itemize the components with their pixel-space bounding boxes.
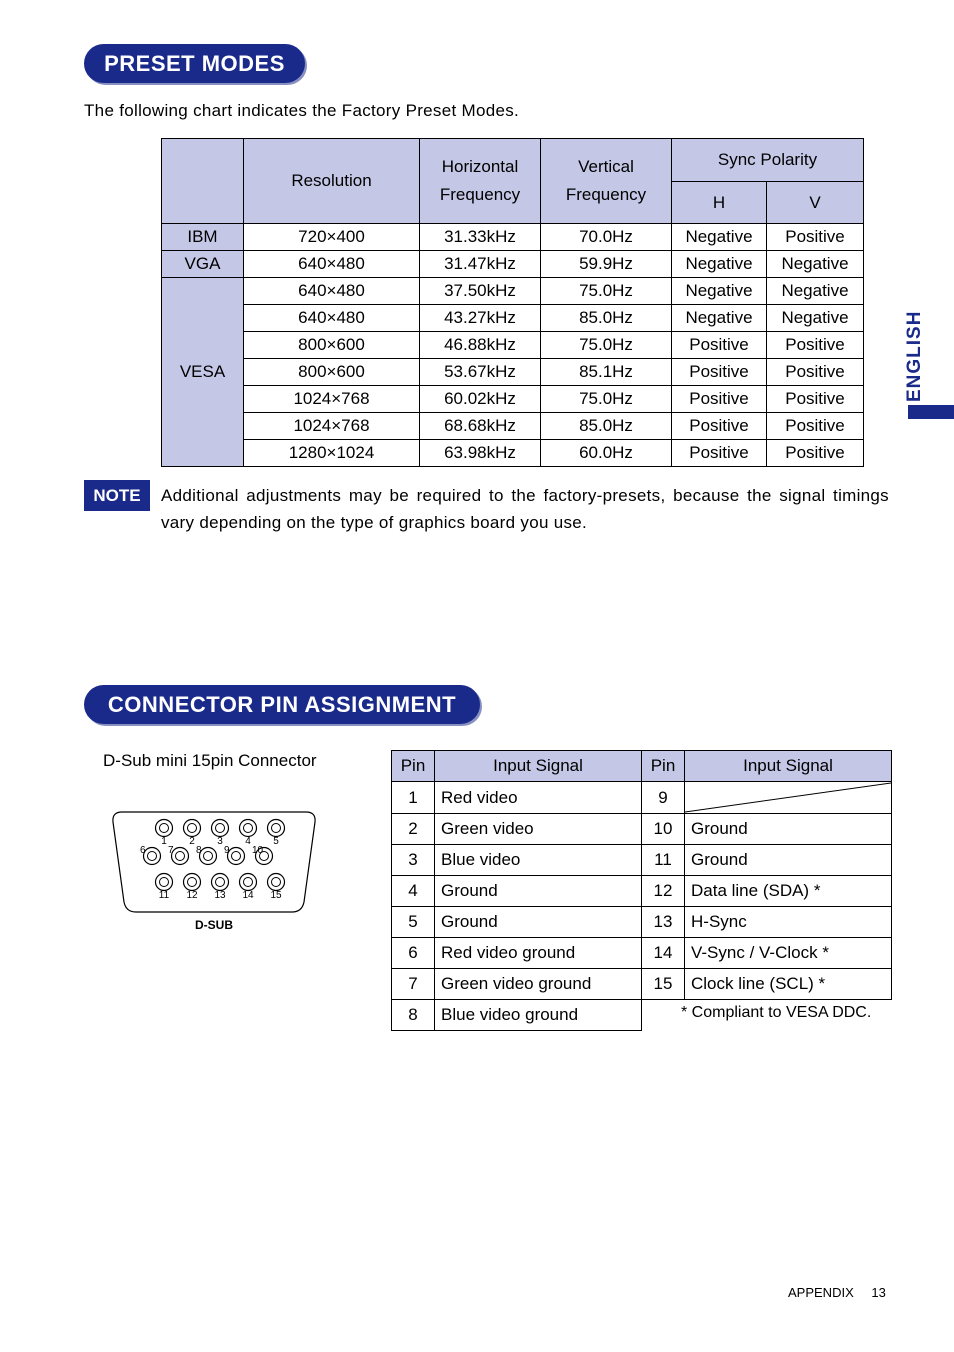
dsub-pin-4: [240, 820, 257, 837]
pin-number: 14: [642, 938, 685, 969]
hfreq-cell: 37.50kHz: [420, 278, 541, 305]
horizontal-header-line2: Frequency: [439, 185, 521, 204]
note-text: Additional adjustments may be required to the factory-presets, because the signal timings vary depending on the type of graphics board you use.: [161, 486, 889, 532]
sync-h-cell: Positive: [672, 440, 767, 467]
resolution-cell: 1280×1024: [244, 440, 420, 467]
dsub-pin-label: 5: [273, 836, 279, 847]
unused-slash: [685, 782, 891, 813]
dsub-caption: D-SUB: [195, 918, 233, 932]
resolution-cell: 1024×768: [244, 386, 420, 413]
pin-signal: Red video: [435, 782, 642, 814]
page-number: 13: [871, 1285, 886, 1300]
resolution-cell: 720×400: [244, 224, 420, 251]
vesa-ddc-footnote: * Compliant to VESA DDC.: [681, 1004, 872, 1021]
vfreq-cell: 75.0Hz: [541, 386, 672, 413]
pin-signal: Green video: [435, 814, 642, 845]
footer-section: APPENDIX: [788, 1285, 854, 1300]
pin-signal: Blue video: [435, 845, 642, 876]
table-row: [392, 876, 892, 907]
sync-v-header: V: [767, 182, 864, 224]
hfreq-cell: 63.98kHz: [420, 440, 541, 467]
dsub-pin-label: 7: [168, 845, 174, 856]
pin-number: 2: [392, 814, 435, 845]
sync-h-cell: Negative: [672, 305, 767, 332]
vfreq-cell: 85.1Hz: [541, 359, 672, 386]
preset-modes-heading: PRESET MODES: [84, 44, 305, 83]
dsub-pin-8: [200, 848, 217, 865]
dsub-pin-1: [156, 820, 173, 837]
sync-v-cell: Negative: [767, 251, 864, 278]
hfreq-cell: 31.33kHz: [420, 224, 541, 251]
dsub-pin-label: 9: [224, 845, 230, 856]
dsub-pin-7: [172, 848, 189, 865]
dsub-pin-label: 10: [252, 845, 264, 856]
pin-number: 6: [392, 938, 435, 969]
pin-signal-unused: [685, 782, 892, 814]
sync-v-cell: Negative: [767, 278, 864, 305]
resolution-cell: 640×480: [244, 251, 420, 278]
pin-number: 1: [392, 782, 435, 814]
hfreq-cell: 60.02kHz: [420, 386, 541, 413]
pin-number: 9: [642, 782, 685, 814]
vfreq-cell: 75.0Hz: [541, 278, 672, 305]
dsub-pin-12: [184, 874, 201, 891]
dsub-pin-3: [212, 820, 229, 837]
pin-number: 3: [392, 845, 435, 876]
table-row: [162, 440, 864, 467]
vfreq-cell: 85.0Hz: [541, 413, 672, 440]
page-footer: [788, 1285, 900, 1300]
hfreq-cell: 68.68kHz: [420, 413, 541, 440]
pin-number: 4: [392, 876, 435, 907]
pin-signal: Ground: [685, 814, 892, 845]
sync-h-cell: Positive: [672, 332, 767, 359]
dsub-pin-label: 1: [161, 836, 167, 847]
sync-h-cell: Positive: [672, 386, 767, 413]
pin-signal: Ground: [435, 907, 642, 938]
sync-v-cell: Positive: [767, 359, 864, 386]
pin-number: 13: [642, 907, 685, 938]
dsub-pin-5: [268, 820, 285, 837]
pin-number: 10: [642, 814, 685, 845]
sync-h-cell: Negative: [672, 278, 767, 305]
connector-pin-assignment-heading: CONNECTOR PIN ASSIGNMENT: [84, 685, 480, 724]
resolution-cell: 640×480: [244, 305, 420, 332]
dsub-pin-label: 3: [217, 836, 223, 847]
vendor-vesa: VESA: [162, 278, 244, 467]
pin-number: 7: [392, 969, 435, 1000]
resolution-cell: 1024×768: [244, 413, 420, 440]
sync-v-cell: Positive: [767, 386, 864, 413]
pin-number: 12: [642, 876, 685, 907]
sync-v-cell: Negative: [767, 305, 864, 332]
dsub-pin-9: [228, 848, 245, 865]
dsub-pin-15: [268, 874, 285, 891]
vfreq-cell: 60.0Hz: [541, 440, 672, 467]
sync-h-cell: Positive: [672, 413, 767, 440]
table-row: [392, 814, 892, 845]
vfreq-cell: 85.0Hz: [541, 305, 672, 332]
table-row: [162, 251, 864, 278]
vertical-frequency-header: [541, 139, 672, 224]
pin-signal: Ground: [685, 845, 892, 876]
table-row: [392, 782, 892, 814]
table-row: [162, 224, 864, 251]
hfreq-cell: 43.27kHz: [420, 305, 541, 332]
language-tab-label: ENGLISH: [904, 310, 925, 402]
vendor-vga: VGA: [162, 251, 244, 278]
resolution-cell: 800×600: [244, 332, 420, 359]
sync-v-cell: Positive: [767, 332, 864, 359]
pin-signal: V-Sync / V-Clock *: [685, 938, 892, 969]
sync-h-cell: Positive: [672, 359, 767, 386]
resolution-cell: 800×600: [244, 359, 420, 386]
resolution-cell: 640×480: [244, 278, 420, 305]
vfreq-cell: 75.0Hz: [541, 332, 672, 359]
table-row: [162, 413, 864, 440]
vfreq-cell: 59.9Hz: [541, 251, 672, 278]
sync-h-header: H: [672, 182, 767, 224]
language-tab-bar: [908, 405, 954, 419]
connector-label: D-Sub mini 15pin Connector: [103, 751, 317, 770]
pin-signal: Clock line (SCL) *: [685, 969, 892, 1000]
vfreq-cell: 70.0Hz: [541, 224, 672, 251]
table-row: [162, 332, 864, 359]
dsub-pin-6: [144, 848, 161, 865]
dsub-pin-label: 6: [140, 845, 146, 856]
table-row: [162, 359, 864, 386]
pin-number: 15: [642, 969, 685, 1000]
table-row: [392, 969, 892, 1000]
table-row: [162, 386, 864, 413]
dsub-pin-label: 11: [158, 890, 170, 901]
pin-number: 5: [392, 907, 435, 938]
pin-signal: Ground: [435, 876, 642, 907]
hfreq-cell: 53.67kHz: [420, 359, 541, 386]
signal-header: Input Signal: [435, 751, 642, 782]
vendor-header-cell: [162, 139, 244, 224]
dsub-pin-label: 2: [189, 836, 195, 847]
pin-header: Pin: [392, 751, 435, 782]
hfreq-cell: 31.47kHz: [420, 251, 541, 278]
dsub-pin-14: [240, 874, 257, 891]
horizontal-frequency-header: [420, 139, 541, 224]
signal-header: Input Signal: [685, 751, 892, 782]
table-row: [392, 907, 892, 938]
dsub-pin-label: 15: [270, 890, 282, 901]
dsub-pin-2: [184, 820, 201, 837]
note-badge: NOTE: [84, 480, 150, 511]
pin-signal: H-Sync: [685, 907, 892, 938]
pin-signal: Green video ground: [435, 969, 642, 1000]
table-row: [162, 305, 864, 332]
dsub-pin-11: [156, 874, 173, 891]
dsub-pin-13: [212, 874, 229, 891]
sync-h-cell: Negative: [672, 224, 767, 251]
pin-assignment-table: [391, 750, 892, 1031]
preset-modes-table: [161, 138, 864, 467]
sync-h-cell: Negative: [672, 251, 767, 278]
pin-signal: Blue video ground: [435, 1000, 642, 1031]
hfreq-cell: 46.88kHz: [420, 332, 541, 359]
sync-v-cell: Positive: [767, 413, 864, 440]
pin-signal: Data line (SDA) *: [685, 876, 892, 907]
pin-table-header: [392, 751, 892, 782]
intro-text: The following chart indicates the Factory Preset Modes.: [84, 101, 520, 120]
sync-polarity-header: Sync Polarity: [672, 139, 864, 182]
vertical-header-line2: Frequency: [565, 185, 647, 204]
vertical-header-line1: Vertical: [578, 157, 634, 176]
table-row: [392, 938, 892, 969]
vendor-ibm: IBM: [162, 224, 244, 251]
resolution-header: Resolution: [244, 139, 420, 224]
dsub-pin-label: 12: [186, 890, 198, 901]
table-row: [162, 278, 864, 305]
table-row: [392, 845, 892, 876]
horizontal-header-line1: Horizontal: [441, 157, 519, 176]
pin-number: 11: [642, 845, 685, 876]
dsub-pin-label: 13: [214, 890, 226, 901]
sync-v-cell: Positive: [767, 224, 864, 251]
dsub-connector-diagram: [110, 808, 322, 936]
sync-v-cell: Positive: [767, 440, 864, 467]
dsub-pin-label: 8: [196, 845, 202, 856]
dsub-pin-label: 14: [242, 890, 254, 901]
pin-header: Pin: [642, 751, 685, 782]
dsub-pin-label: 4: [245, 836, 251, 847]
pin-signal: Red video ground: [435, 938, 642, 969]
pin-number: 8: [392, 1000, 435, 1031]
